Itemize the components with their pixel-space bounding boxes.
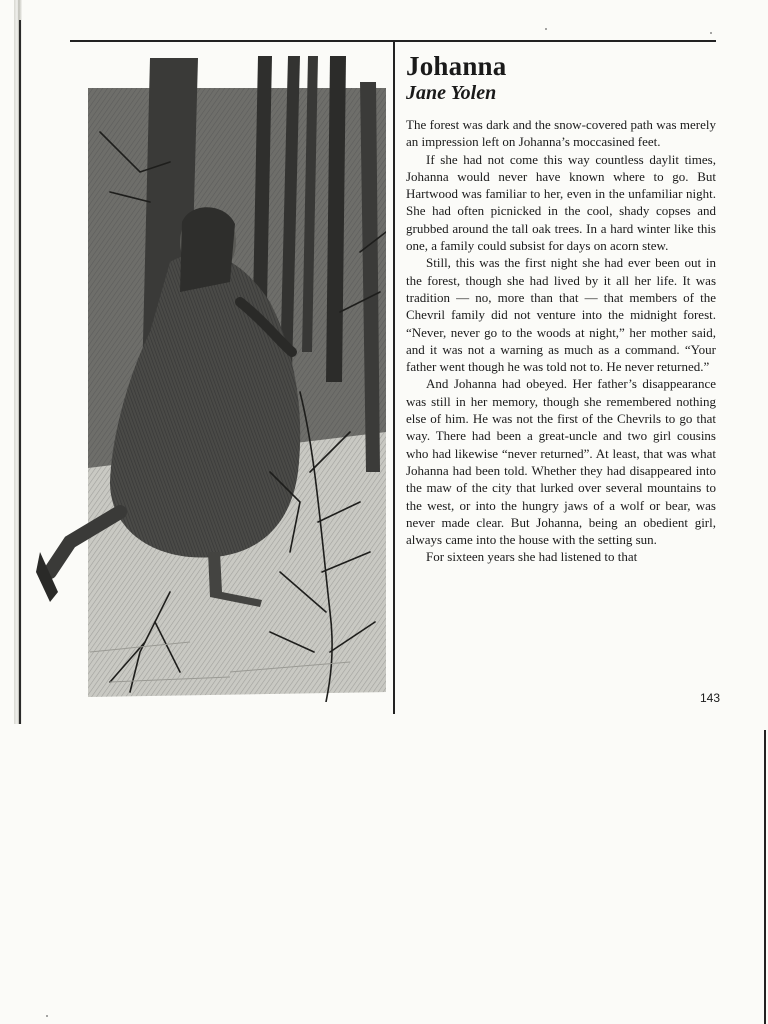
story-paragraph-5: For sixteen years she had listened to that <box>426 549 638 565</box>
column-divider <box>393 40 395 714</box>
story-paragraph-4: And Johanna had obeyed. Her father’s disappearance was still in her memory, though she remembered nothing else of him. He was not the first of the Chevrils to go that way. There had been a great-uncle and two girl cousins who had likewise “never returned”. At least, that was what Johanna had been told. Whether they had disappeared into the maw of the city that lurked over several mountains to the west, or into the hungry jaws of a wolf or bear, was never made clear. But Johanna, being an obedient girl, always came into the house with the setting sun. <box>406 376 716 548</box>
story-title: Johanna <box>406 51 507 81</box>
story-column <box>406 50 716 566</box>
story-paragraph-1: The forest was dark and the snow-covered path was merely an impression left on Johanna’s moccasined feet. <box>406 117 716 150</box>
scan-speck <box>545 28 547 30</box>
page-number: 143 <box>699 691 720 705</box>
story-paragraph-3: Still, this was the first night she had ever been out in the forest, though she had lived by it all her life. It was tradition — no, more than that — that members of the Chevril family did not venture into the midnight forest. “Never, never go to the woods at night,” her mother said, and it was not a warning as much as a command. “Your father went though he was told not to. He never returned.” <box>406 255 716 375</box>
scan-speck <box>710 32 712 34</box>
forest-illustration <box>30 52 386 702</box>
scan-edge-line-left <box>19 20 21 724</box>
scan-edge-line-right <box>764 730 766 1024</box>
woman-running-through-forest-illustration-icon <box>30 52 386 702</box>
story-author: Jane Yolen <box>406 82 497 104</box>
story-paragraph-2: If she had not come this way countless daylit times, Johanna would never have known where to go. But Hartwood was familiar to her, even in the unfamiliar night. She had often picnicked in the cool, shady copses and grubbed around the tall oak trees. In a hard winter like this one, a family could subsist for days on acorn stew. <box>406 151 716 254</box>
scan-speck <box>46 1015 48 1017</box>
